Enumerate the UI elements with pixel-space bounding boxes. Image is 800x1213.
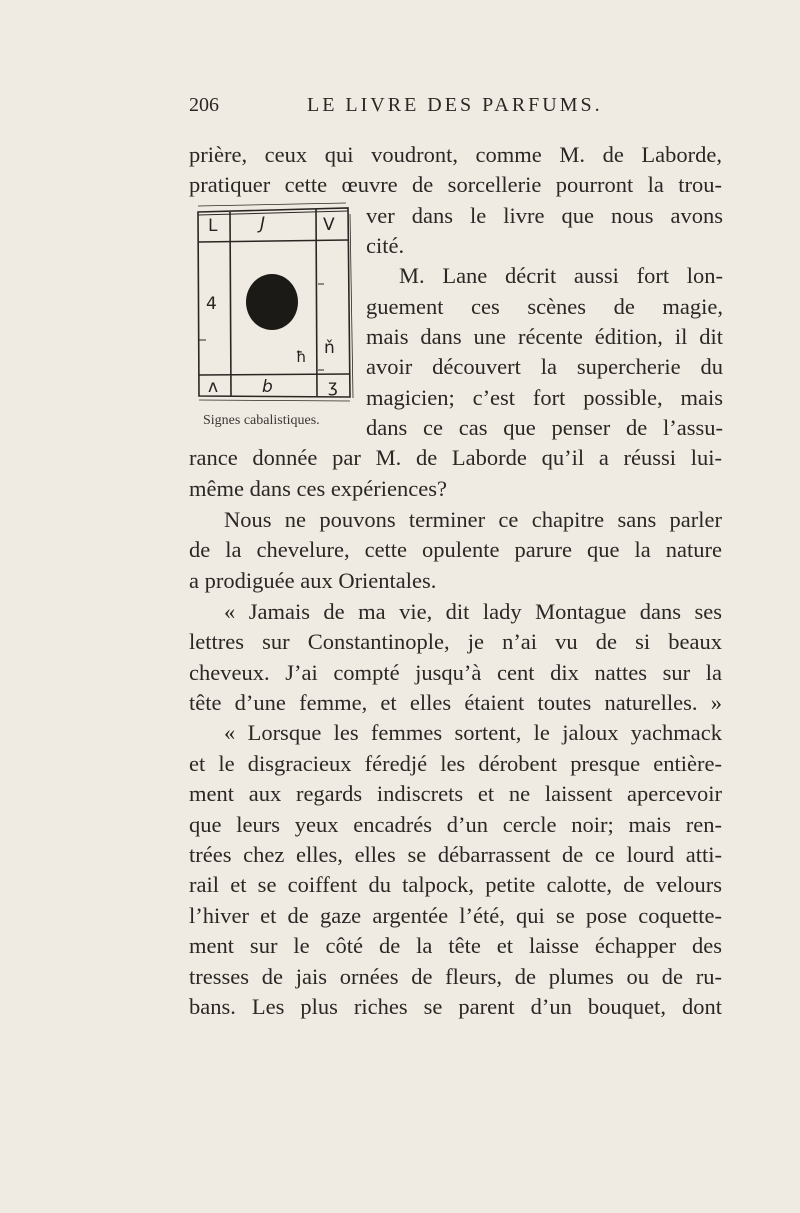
text-line: ment aux regards indiscrets et ne laissent apercevoir bbox=[189, 781, 722, 806]
text-line: l’hiver et de gaze argentée l’été, qui se pose coquette- bbox=[189, 903, 722, 928]
figure-caption: Signes cabalistiques. bbox=[203, 413, 320, 428]
text-line: cité. bbox=[366, 233, 405, 258]
figure-cell-right: ň bbox=[324, 338, 335, 358]
text-line: prière, ceux qui voudront, comme M. de Laborde, bbox=[189, 142, 722, 167]
text-line: dans ce cas que penser de l’assu- bbox=[366, 415, 723, 440]
text-line: même dans ces expériences? bbox=[189, 476, 447, 501]
text-line: cheveux. J’ai compté jusqu’à cent dix nattes sur la bbox=[189, 660, 722, 685]
figure-cell-top-left: L bbox=[208, 216, 218, 236]
text-line: M. Lane décrit aussi fort lon- bbox=[399, 263, 723, 288]
figure-cell-bottom-middle: b bbox=[262, 377, 273, 397]
text-line: guement ces scènes de magie, bbox=[366, 294, 723, 319]
figure-center-sign: ħ bbox=[296, 348, 307, 366]
figure-cell-bottom-left: ʌ bbox=[208, 377, 219, 397]
text-line: magicien; c’est fort possible, mais bbox=[366, 385, 723, 410]
running-title: LE LIVRE DES PARFUMS. bbox=[307, 94, 603, 116]
figure-cell-left: 4 bbox=[206, 294, 217, 314]
text-line: lettres sur Constantinople, je n’ai vu de si beaux bbox=[189, 629, 722, 654]
text-line: et le disgracieux féredjé les dérobent presque entière- bbox=[189, 751, 722, 776]
cabalistic-figure bbox=[196, 202, 358, 412]
text-line: mais dans une récente édition, il dit bbox=[366, 324, 723, 349]
running-header bbox=[189, 94, 719, 126]
text-line: pratiquer cette œuvre de sorcellerie pourront la trou- bbox=[189, 172, 722, 197]
text-line: de la chevelure, cette opulente parure que la nature bbox=[189, 537, 722, 562]
text-line: Nous ne pouvons terminer ce chapitre sans parler bbox=[224, 507, 722, 532]
text-line: bans. Les plus riches se parent d’un bouquet, dont bbox=[189, 994, 722, 1019]
text-line: ment sur le côté de la tête et laisse échapper des bbox=[189, 933, 722, 958]
figure-cell-top-middle: J bbox=[260, 214, 266, 234]
page-number: 206 bbox=[189, 94, 219, 116]
figure-cell-bottom-right: ʒ bbox=[328, 377, 338, 397]
text-line: tête d’une femme, et elles étaient toutes naturelles. » bbox=[189, 690, 722, 715]
text-line: rance donnée par M. de Laborde qu’il a réussi lui- bbox=[189, 445, 722, 470]
text-line: que leurs yeux encadrés d’un cercle noir; mais ren- bbox=[189, 812, 722, 837]
black-circle bbox=[246, 274, 298, 330]
text-line: a prodiguée aux Orientales. bbox=[189, 568, 437, 593]
text-line: « Jamais de ma vie, dit lady Montague dans ses bbox=[224, 599, 722, 624]
text-line: « Lorsque les femmes sortent, le jaloux yachmack bbox=[224, 720, 722, 745]
text-line: trées chez elles, elles se débarrassent de ce lourd atti- bbox=[189, 842, 722, 867]
text-line: rail et se coiffent du talpock, petite calotte, de velours bbox=[189, 872, 722, 897]
text-line: avoir découvert la supercherie du bbox=[366, 354, 723, 379]
text-line: ver dans le livre que nous avons bbox=[366, 203, 723, 228]
figure-cell-top-right: V bbox=[323, 215, 335, 235]
text-line: tresses de jais ornées de fleurs, de plumes ou de ru- bbox=[189, 964, 722, 989]
